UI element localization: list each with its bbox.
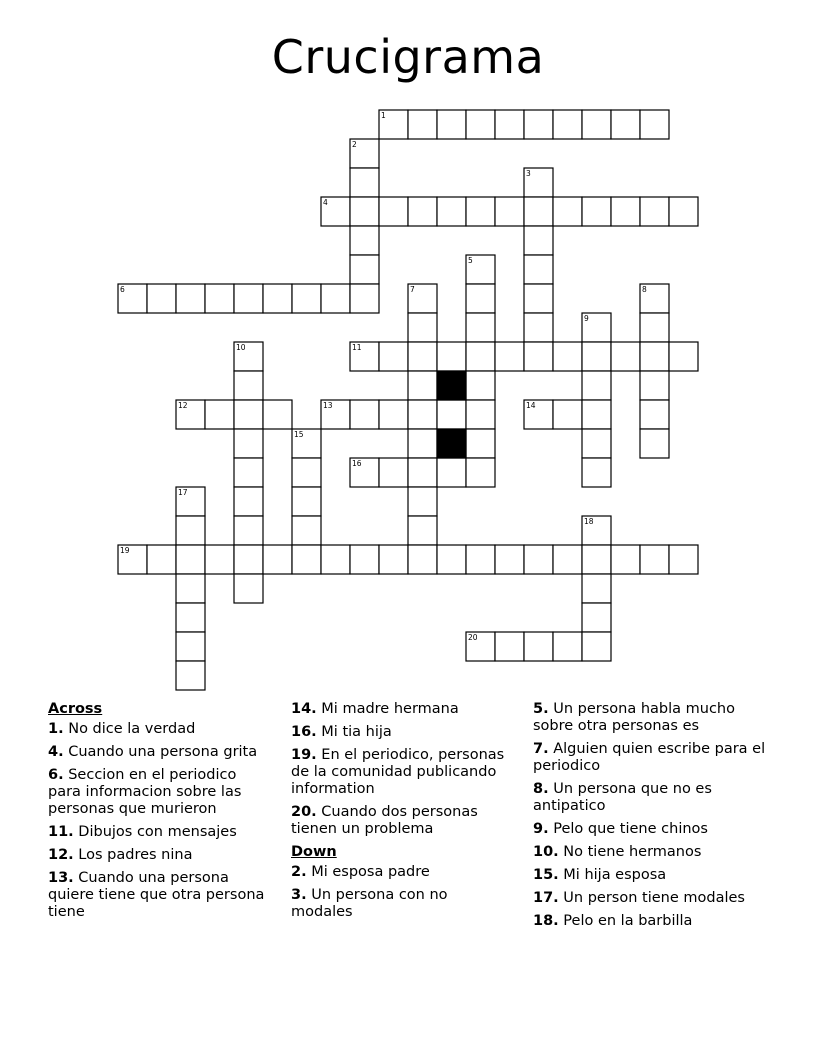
across-clue	[48, 721, 270, 738]
clue-text: Mi hija esposa	[563, 867, 667, 883]
down-clue	[533, 781, 773, 815]
grid-cell[interactable]	[669, 545, 698, 574]
grid-cell[interactable]	[147, 545, 176, 574]
grid-cell[interactable]	[524, 313, 553, 342]
grid-cell[interactable]	[205, 400, 234, 429]
grid-cell[interactable]	[466, 197, 495, 226]
clue-number: 16.	[291, 724, 317, 740]
cell-number: 1	[381, 111, 386, 120]
clue-number: 13.	[48, 870, 74, 886]
grid-cell[interactable]	[524, 632, 553, 661]
grid-cell[interactable]	[234, 487, 263, 516]
clue-number: 9.	[533, 821, 549, 837]
cell-number: 3	[526, 169, 531, 178]
clue-text: En el periodico, personas de la comunidad publicando information	[291, 747, 505, 797]
grid-cell[interactable]	[582, 197, 611, 226]
page-title: Crucigrama	[271, 30, 545, 84]
across-clue	[48, 744, 270, 761]
grid-cell[interactable]	[466, 458, 495, 487]
clue-number: 8.	[533, 781, 549, 797]
cell-number: 11	[352, 343, 362, 352]
grid-cell[interactable]	[553, 545, 582, 574]
grid-cell[interactable]	[553, 197, 582, 226]
grid-cell[interactable]	[466, 429, 495, 458]
grid-cell[interactable]	[466, 545, 495, 574]
grid-cell[interactable]	[350, 197, 379, 226]
down-clue	[291, 887, 513, 921]
clue-number: 2.	[291, 864, 307, 880]
grid-cell[interactable]	[466, 371, 495, 400]
grid-cell[interactable]	[176, 661, 205, 690]
cell-number: 7	[410, 285, 415, 294]
cell-number: 4	[323, 198, 328, 207]
grid-cell[interactable]	[466, 110, 495, 139]
across-clue	[48, 847, 270, 864]
clue-text: Mi tia hija	[321, 724, 392, 740]
cell-number: 5	[468, 256, 473, 265]
grid-cell[interactable]	[408, 371, 437, 400]
grid-cell[interactable]	[379, 197, 408, 226]
grid-cell[interactable]	[495, 197, 524, 226]
grid-cell[interactable]	[205, 545, 234, 574]
grid-cell[interactable]	[234, 458, 263, 487]
grid-cell[interactable]	[292, 458, 321, 487]
clue-number: 5.	[533, 701, 549, 717]
grid-cell[interactable]	[176, 516, 205, 545]
cell-number: 20	[468, 633, 478, 642]
grid-cell[interactable]	[379, 342, 408, 371]
grid-cell[interactable]	[611, 197, 640, 226]
clue-number: 20.	[291, 804, 317, 820]
grid-cell[interactable]	[466, 400, 495, 429]
grid-cell[interactable]	[466, 313, 495, 342]
down-clue	[533, 867, 773, 884]
grid-cell[interactable]	[582, 342, 611, 371]
across-clue	[291, 701, 513, 718]
across-clue	[48, 767, 270, 818]
clue-text: Dibujos con mensajes	[78, 824, 237, 840]
clue-number: 1.	[48, 721, 64, 737]
clue-number: 12.	[48, 847, 74, 863]
grid-cell[interactable]	[582, 574, 611, 603]
grid-cell[interactable]	[582, 110, 611, 139]
clue-text: Seccion en el periodico para informacion sobre las personas que murieron	[48, 767, 242, 817]
black-cell	[437, 429, 466, 458]
clue-text: Un persona que no es antipatico	[533, 781, 712, 814]
across-clue	[291, 724, 513, 741]
grid-cell[interactable]	[640, 313, 669, 342]
clue-number: 18.	[533, 913, 559, 929]
grid-cell[interactable]	[611, 342, 640, 371]
grid-cell[interactable]	[234, 371, 263, 400]
grid-cell[interactable]	[524, 284, 553, 313]
grid-cell[interactable]	[611, 110, 640, 139]
grid-cell[interactable]	[263, 284, 292, 313]
grid-cell[interactable]	[234, 429, 263, 458]
grid-cell[interactable]	[379, 400, 408, 429]
grid-cell[interactable]	[582, 632, 611, 661]
grid-cell[interactable]	[292, 516, 321, 545]
grid-cell[interactable]	[292, 545, 321, 574]
grid-cell[interactable]	[582, 545, 611, 574]
grid-cell[interactable]	[176, 632, 205, 661]
grid-cell[interactable]	[582, 400, 611, 429]
grid-cell[interactable]	[234, 574, 263, 603]
clue-text: Pelo en la barbilla	[563, 913, 693, 929]
clues-column-2	[291, 701, 513, 927]
grid-cell[interactable]	[292, 487, 321, 516]
clue-number: 10.	[533, 844, 559, 860]
grid-cell[interactable]	[524, 226, 553, 255]
grid-cell[interactable]	[408, 429, 437, 458]
grid-cell[interactable]	[553, 110, 582, 139]
grid-cell[interactable]	[495, 110, 524, 139]
grid-cell[interactable]	[263, 400, 292, 429]
grid-cell[interactable]	[379, 545, 408, 574]
down-clue	[533, 821, 773, 838]
grid-cell[interactable]	[350, 255, 379, 284]
grid-cell[interactable]	[350, 226, 379, 255]
clue-text: Mi madre hermana	[321, 701, 459, 717]
grid-cell[interactable]	[553, 342, 582, 371]
across-clue	[291, 804, 513, 838]
clue-number: 15.	[533, 867, 559, 883]
grid-cell[interactable]	[524, 110, 553, 139]
cell-number: 13	[323, 401, 333, 410]
grid-cell[interactable]	[350, 284, 379, 313]
clue-text: Alguien quien escribe para el periodico	[533, 741, 766, 774]
grid-cell[interactable]	[408, 545, 437, 574]
grid-cell[interactable]	[495, 342, 524, 371]
cell-number: 14	[526, 401, 536, 410]
grid-cell[interactable]	[292, 284, 321, 313]
grid-cell[interactable]	[640, 429, 669, 458]
grid-cell[interactable]	[437, 545, 466, 574]
grid-cell[interactable]	[205, 284, 234, 313]
clue-text: Cuando una persona grita	[68, 744, 258, 760]
clues-column-1	[48, 701, 270, 927]
clue-number: 17.	[533, 890, 559, 906]
cell-number: 16	[352, 459, 362, 468]
grid-cell[interactable]	[408, 516, 437, 545]
down-clue	[533, 844, 773, 861]
clue-text: Un persona con no modales	[291, 887, 448, 920]
across-clue	[48, 870, 270, 921]
grid-cell[interactable]	[495, 632, 524, 661]
clue-text: Mi esposa padre	[311, 864, 430, 880]
grid-cell[interactable]	[437, 197, 466, 226]
grid-cell[interactable]	[408, 197, 437, 226]
clue-number: 19.	[291, 747, 317, 763]
down-clue	[533, 701, 773, 735]
clue-text: Cuando dos personas tienen un problema	[291, 804, 478, 837]
cell-number: 6	[120, 285, 125, 294]
grid-cell[interactable]	[524, 255, 553, 284]
grid-cell[interactable]	[640, 371, 669, 400]
clue-number: 6.	[48, 767, 64, 783]
grid-cell[interactable]	[553, 400, 582, 429]
cell-number: 9	[584, 314, 589, 323]
grid-cell[interactable]	[176, 545, 205, 574]
clue-number: 7.	[533, 741, 549, 757]
grid-cell[interactable]	[582, 371, 611, 400]
grid-cell[interactable]	[379, 458, 408, 487]
grid-cell[interactable]	[321, 545, 350, 574]
clues-column-3	[533, 701, 773, 936]
grid-cell[interactable]	[408, 458, 437, 487]
grid-cell[interactable]	[437, 342, 466, 371]
grid-cell[interactable]	[437, 110, 466, 139]
grid-cell[interactable]	[350, 400, 379, 429]
grid-cell[interactable]	[582, 458, 611, 487]
grid-cell[interactable]	[321, 284, 350, 313]
cell-number: 8	[642, 285, 647, 294]
clue-number: 4.	[48, 744, 64, 760]
down-clue	[533, 913, 773, 930]
grid-cell[interactable]	[176, 603, 205, 632]
grid-cell[interactable]	[466, 342, 495, 371]
grid-cell[interactable]	[408, 487, 437, 516]
grid-cell[interactable]	[350, 545, 379, 574]
grid-cell[interactable]	[408, 400, 437, 429]
cell-number: 10	[236, 343, 246, 352]
cell-number: 2	[352, 140, 357, 149]
grid-cell[interactable]	[147, 284, 176, 313]
grid-cell[interactable]	[263, 545, 292, 574]
grid-cell[interactable]	[437, 458, 466, 487]
grid-cell[interactable]	[640, 110, 669, 139]
grid-cell[interactable]	[176, 574, 205, 603]
grid-cell[interactable]	[350, 168, 379, 197]
clue-text: Los padres nina	[78, 847, 193, 863]
grid-cell[interactable]	[176, 284, 205, 313]
clue-number: 14.	[291, 701, 317, 717]
grid-cell[interactable]	[611, 545, 640, 574]
grid-cell[interactable]	[234, 516, 263, 545]
clue-text: Un person tiene modales	[563, 890, 745, 906]
grid-cell[interactable]	[495, 545, 524, 574]
clue-text: No dice la verdad	[68, 721, 196, 737]
grid-cell[interactable]	[437, 400, 466, 429]
grid-cell[interactable]	[582, 429, 611, 458]
grid-cell[interactable]	[640, 400, 669, 429]
grid-cell[interactable]	[234, 284, 263, 313]
down-heading: Down	[291, 844, 337, 860]
grid-cell[interactable]	[408, 110, 437, 139]
grid-cell[interactable]	[234, 400, 263, 429]
black-cell	[437, 371, 466, 400]
grid-cell[interactable]	[669, 342, 698, 371]
clue-text: Cuando una persona quiere tiene que otra persona tiene	[48, 870, 265, 920]
down-clue	[533, 890, 773, 907]
grid-cell[interactable]	[640, 197, 669, 226]
cell-number: 18	[584, 517, 594, 526]
across-clue	[48, 824, 270, 841]
clue-number: 3.	[291, 887, 307, 903]
cell-number: 19	[120, 546, 130, 555]
clue-number: 11.	[48, 824, 74, 840]
grid-cell[interactable]	[524, 342, 553, 371]
across-clue	[291, 747, 513, 798]
cell-number: 12	[178, 401, 188, 410]
grid-cell[interactable]	[234, 545, 263, 574]
clue-text: No tiene hermanos	[563, 844, 702, 860]
across-heading: Across	[48, 701, 103, 717]
grid-cell[interactable]	[640, 342, 669, 371]
grid-cell[interactable]	[640, 545, 669, 574]
grid-cell[interactable]	[582, 603, 611, 632]
grid-cell[interactable]	[669, 197, 698, 226]
grid-cell[interactable]	[553, 632, 582, 661]
grid-cell[interactable]	[408, 313, 437, 342]
cell-number: 15	[294, 430, 304, 439]
clue-text: Pelo que tiene chinos	[553, 821, 708, 837]
grid-cell[interactable]	[524, 545, 553, 574]
cell-number: 17	[178, 488, 188, 497]
grid-cell[interactable]	[524, 197, 553, 226]
down-clue	[533, 741, 773, 775]
grid-cell[interactable]	[466, 284, 495, 313]
clue-text: Un persona habla mucho sobre otra personas es	[533, 701, 735, 734]
down-clue	[291, 864, 513, 881]
grid-cell[interactable]	[408, 342, 437, 371]
